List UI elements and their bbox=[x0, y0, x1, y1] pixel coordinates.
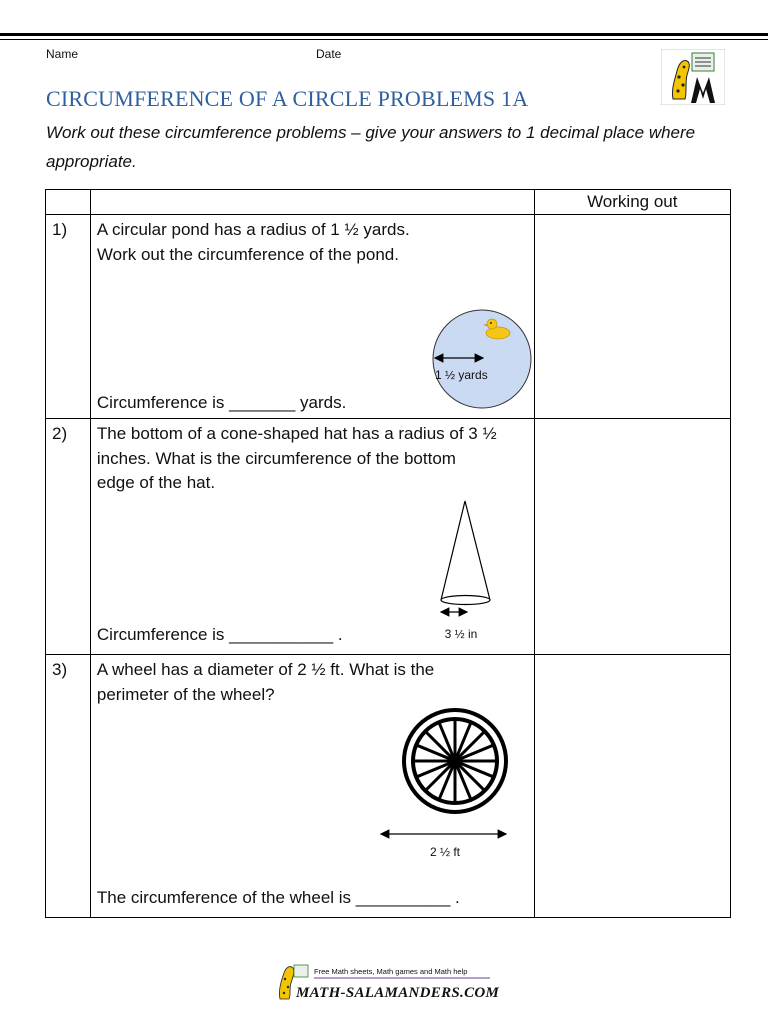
problem-cell bbox=[90, 419, 534, 655]
answer-line: Circumference is _______ yards. bbox=[96, 393, 347, 412]
wheel-icon bbox=[404, 710, 506, 812]
question-line: edge of the hat. bbox=[96, 473, 216, 492]
wheel-figure bbox=[373, 707, 513, 857]
cone-figure bbox=[431, 494, 511, 644]
question-line: Work out the circumference of the pond. bbox=[96, 244, 399, 264]
question-text bbox=[91, 419, 534, 496]
table-row bbox=[46, 215, 731, 419]
question-line: A circular pond has a radius of 1 ½ yards. bbox=[96, 220, 410, 239]
problem-number bbox=[46, 215, 91, 419]
question-line: inches. What is the circumference of the bottom bbox=[96, 448, 456, 468]
pond-figure bbox=[428, 305, 538, 415]
header-rule-thin bbox=[0, 39, 768, 40]
working-out-cell bbox=[534, 419, 730, 655]
question-text bbox=[91, 215, 534, 267]
problem-number-label: 1) bbox=[52, 220, 68, 239]
table-row bbox=[46, 419, 731, 655]
footer-logo bbox=[270, 963, 500, 1003]
pond-radius-label: 1 ½ yards bbox=[434, 368, 488, 382]
problem-number-label: 3) bbox=[52, 660, 68, 679]
header-number-cell bbox=[46, 190, 91, 215]
problem-cell bbox=[90, 215, 534, 419]
salamander-logo bbox=[661, 49, 725, 105]
problem-number-label: 2) bbox=[52, 424, 68, 443]
question-line: perimeter of the wheel? bbox=[96, 684, 275, 704]
footer-brand: MATH-SALAMANDERS.COM bbox=[296, 985, 500, 1001]
problem-number bbox=[46, 655, 91, 918]
page-title: CIRCUMFERENCE OF A CIRCLE PROBLEMS 1A bbox=[46, 86, 529, 111]
working-out-cell bbox=[534, 655, 730, 918]
wheel-diameter-label: 2 ½ ft bbox=[429, 845, 460, 857]
table-row bbox=[46, 655, 731, 918]
question-text bbox=[91, 655, 534, 707]
working-out-cell bbox=[534, 215, 730, 419]
header-question-cell bbox=[90, 190, 534, 215]
header-rule-thick bbox=[0, 33, 768, 36]
date-label: Date bbox=[316, 47, 342, 61]
answer-line: Circumference is ___________ . bbox=[96, 625, 343, 644]
question-line: The bottom of a cone-shaped hat has a radius of 3 ½ bbox=[96, 424, 497, 443]
answer-line: The circumference of the wheel is __________ . bbox=[96, 888, 460, 907]
footer-tagline: Free Math sheets, Math games and Math help bbox=[314, 967, 468, 976]
name-label: Name bbox=[46, 47, 79, 61]
question-line: A wheel has a diameter of 2 ½ ft. What is the bbox=[96, 660, 435, 679]
problem-number bbox=[46, 419, 91, 655]
working-out-header: Working out bbox=[534, 190, 730, 215]
problems-table bbox=[45, 189, 731, 918]
instructions: Work out these circumference problems – give your answers to 1 decimal place where appropriate. bbox=[46, 123, 696, 171]
table-header-row bbox=[46, 190, 731, 215]
cone-radius-label: 3 ½ in bbox=[444, 627, 478, 641]
problem-cell bbox=[90, 655, 534, 918]
